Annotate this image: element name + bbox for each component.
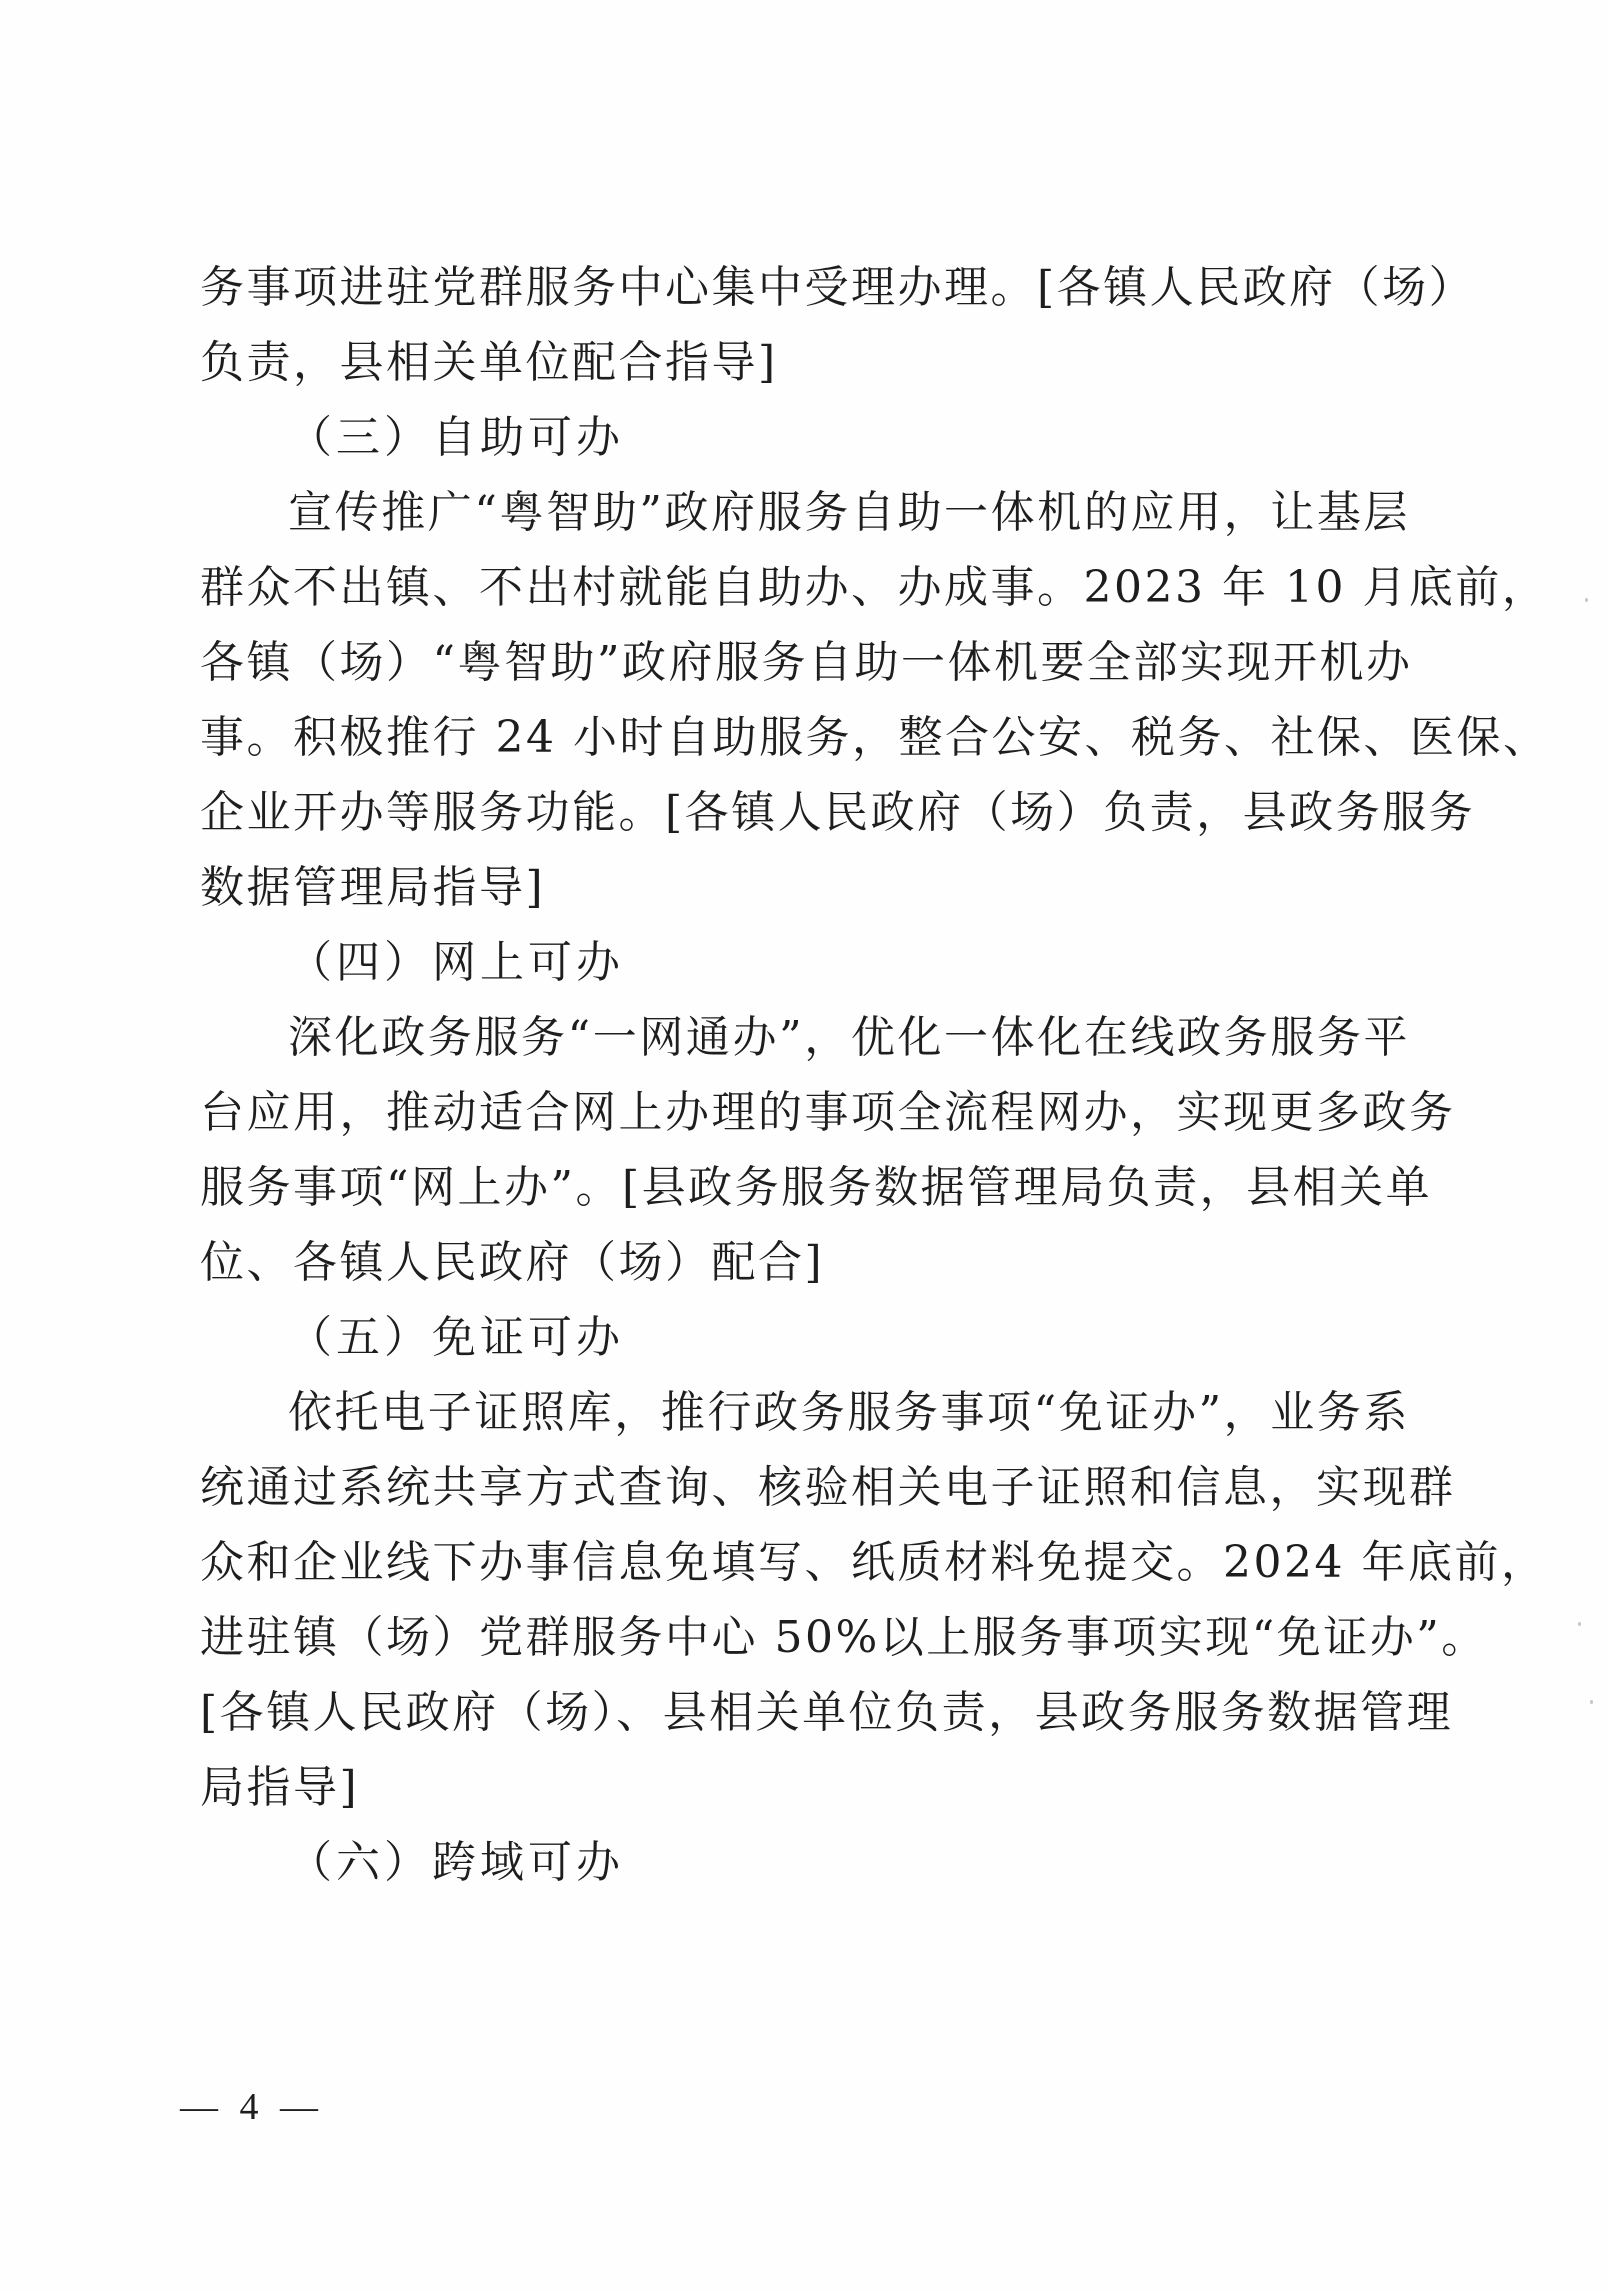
text-line: 台应用，推动适合网上办理的事项全流程网办，实现更多政务: [200, 1087, 1456, 1138]
text-line: 群众不出镇、不出村就能自助办、办成事。2023 年 10 月底前，: [200, 562, 1549, 613]
text-line: 服务事项“网上办”。[县政务服务数据管理局负责，县相关单: [200, 1162, 1433, 1213]
paragraph-first-line: 依托电子证照库，推行政务服务事项“免证办”，业务系: [288, 1387, 1410, 1438]
scan-speck: [1578, 1622, 1581, 1626]
section-heading-5: （五）免证可办: [288, 1312, 624, 1363]
section-heading-3: （三）自助可办: [288, 412, 624, 463]
text-line: 负责，县相关单位配合指导]: [200, 337, 778, 388]
paragraph-first-line: 宣传推广“粤智助”政府服务自助一体机的应用，让基层: [288, 487, 1410, 538]
text-line: 众和企业线下办事信息免填写、纸质材料免提交。2024 年底前，: [200, 1537, 1548, 1588]
paragraph-first-line: 深化政务服务“一网通办”，优化一体化在线政务服务平: [288, 1012, 1410, 1063]
text-line: 各镇（场）“粤智助”政府服务自助一体机要全部实现开机办: [200, 637, 1413, 688]
document-body: [200, 250, 1550, 1900]
scan-speck: [1585, 598, 1588, 602]
text-line: 位、各镇人民政府（场）配合]: [200, 1237, 825, 1288]
text-line: 数据管理局指导]: [200, 862, 546, 913]
text-line: [各镇人民政府（场）、县相关单位负责，县政务服务数据管理: [200, 1687, 1454, 1738]
text-line: 事。积极推行 24 小时自助服务，整合公安、税务、社保、医保、: [200, 712, 1550, 763]
text-line: 进驻镇（场）党群服务中心 50%以上服务事项实现“免证办”。: [200, 1612, 1488, 1663]
text-line: 统通过系统共享方式查询、核验相关电子证照和信息，实现群: [200, 1462, 1456, 1513]
text-line: 局指导]: [200, 1762, 360, 1813]
page-number: — 4 —: [180, 2086, 324, 2128]
section-heading-6: （六）跨域可办: [288, 1837, 624, 1888]
text-line: 企业开办等服务功能。[各镇人民政府（场）负责，县政务服务: [200, 787, 1476, 838]
section-heading-4: （四）网上可办: [288, 937, 624, 988]
scan-speck: [1590, 1700, 1593, 1704]
text-line: 务事项进驻党群服务中心集中受理办理。[各镇人民政府（场）: [200, 262, 1476, 313]
